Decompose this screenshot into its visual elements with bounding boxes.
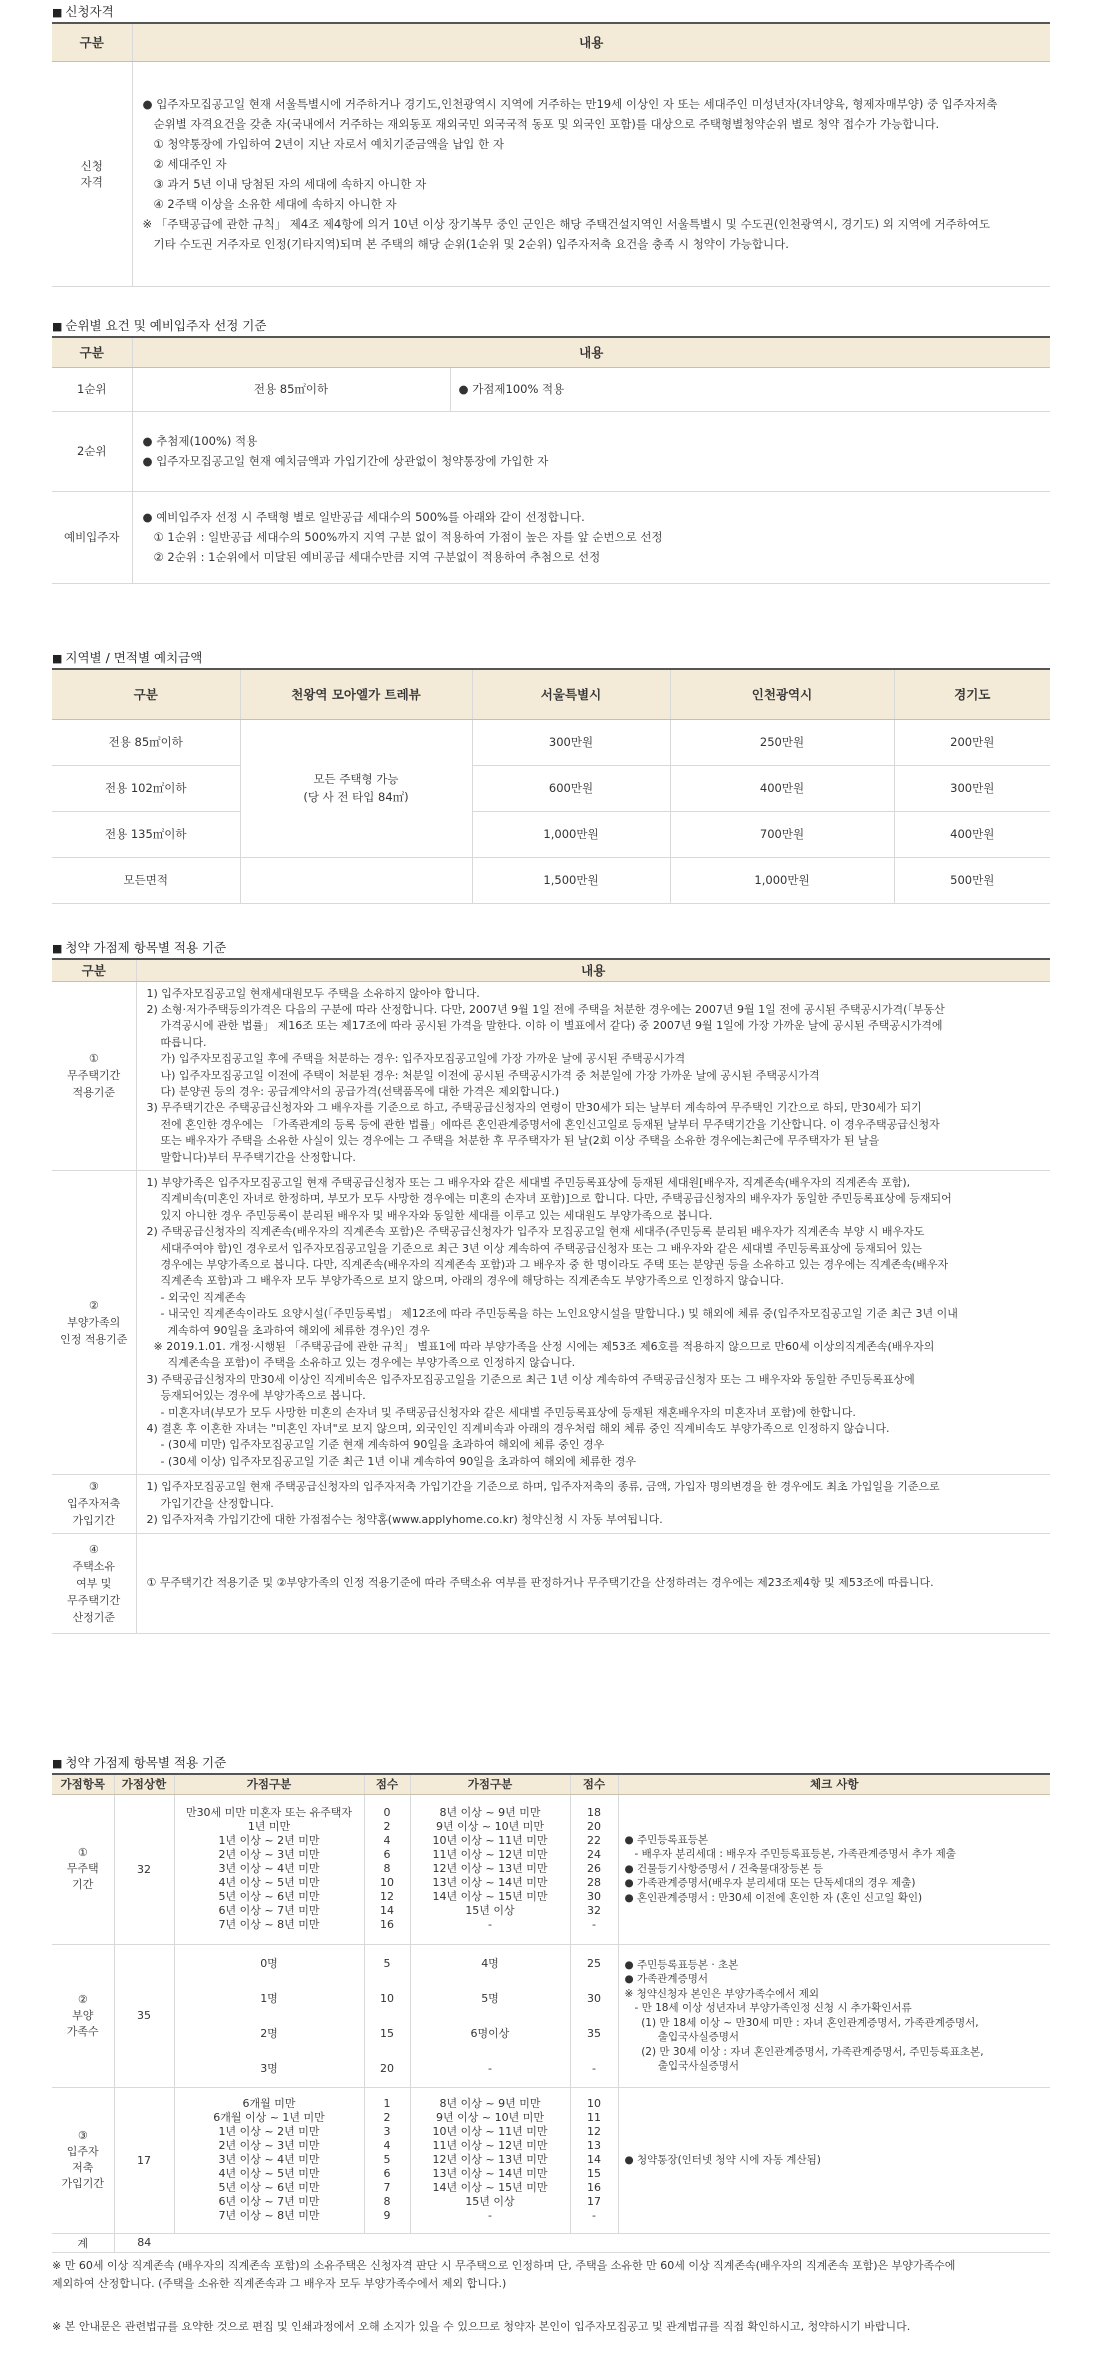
points-category: [410, 1794, 570, 1944]
deposit-incheon: 250만원: [670, 719, 894, 765]
points-note: [52, 2257, 1050, 2293]
criteria-content: [136, 1170, 1050, 1474]
points-score-item: 10: [380, 1876, 394, 1889]
points-category-item: 7년 이상 ~ 8년 미만: [218, 2209, 320, 2222]
points-score-item: 14: [380, 1904, 394, 1917]
content-line: 등재되어있는 경우에 부양가족으로 봅니다.: [146, 1389, 366, 1403]
points-category-item: 4년 이상 ~ 5년 미만: [218, 1876, 320, 1889]
deposit-gyeonggi: 400만원: [894, 811, 1050, 857]
content-line: 직계존속을 포함)이 주택을 소유하고 있는 경우에는 부양가족으로 인정하지 않습니다.: [146, 1356, 576, 1370]
points-category-item: 7년 이상 ~ 8년 미만: [218, 1918, 320, 1931]
points-category-item: 4명: [481, 1956, 499, 1970]
check-items: [618, 1944, 1050, 2087]
content-line: - (30세 이상) 입주자모집공고일 기준 최근 1년 이내 계속하여 90일을 초과하여 해외에 체류한 경우: [146, 1454, 637, 1468]
points-score-item: 24: [587, 1848, 601, 1861]
points-category: [174, 1794, 364, 1944]
content-line: 2) 입주자저축 가입기간에 대한 가점점수는 청약홈(www.applyhome.co.kr) 청약신청 시 자동 부여됩니다.: [146, 1513, 663, 1527]
points-score: [570, 2087, 618, 2233]
points-group-row: [52, 1944, 1050, 2087]
points-score-item: -: [592, 2209, 596, 2222]
points-score-item: 9: [383, 2209, 391, 2222]
criteria-label: ③ 입주자저축 가입기간: [52, 1475, 136, 1533]
points-score-item: 22: [587, 1834, 601, 1847]
content-line: - 내국인 직계존속이라도 요양시설(「주민등록법」 제12조에 따라 주민등록을 하는 노인요양시설을 말합니다.) 및 해외에 체류 중(입주자모집공고일 기준 최근 3년 이내: [146, 1307, 958, 1321]
points-score-item: 15: [380, 2026, 394, 2040]
points-category-item: 15년 이상: [465, 1904, 515, 1917]
points-score-item: 1: [383, 2097, 391, 2110]
total-blank: [174, 2233, 1050, 2252]
points-score: [364, 1944, 410, 2087]
points-category-item: 6년 이상 ~ 7년 미만: [218, 1904, 320, 1917]
points-score-item: 14: [587, 2153, 601, 2166]
content-line: 또는 배우자가 주택을 소유한 사실이 있는 경우에는 그 주택을 처분한 후 무주택자가 된 날(2회 이상 주택을 소유한 경우에는최근에 무주택자가 된 날을: [146, 1134, 880, 1148]
total-value: 84: [114, 2233, 174, 2252]
points-category-item: 15년 이상: [465, 2195, 515, 2208]
content-line: ② 2순위 : 1순위에서 미달된 예비공급 세대수만큼 지역 구분없이 적용하여 추첨으로 선정: [142, 550, 601, 564]
points-category-item: 5년 이상 ~ 6년 미만: [218, 1890, 320, 1903]
content-line: ① 1순위 : 일반공급 세대수의 500%까지 지역 구분 없이 적용하여 가점이 높은 자를 앞 순번으로 선정: [142, 530, 663, 544]
check-item: 출입국사실증명서: [624, 2031, 740, 2043]
points-score-item: 11: [587, 2111, 601, 2124]
content-line: 계속하여 90일을 초과하여 해외에 체류한 경우)인 경우: [146, 1323, 430, 1337]
points-score-item: 25: [587, 1956, 601, 1970]
check-item: (2) 만 30세 이상 : 자녀 혼인관계증명서, 가족관계증명서, 주민등록표초본,: [624, 2045, 984, 2058]
deposit-blank: [240, 857, 472, 903]
section-title-ranking: ■ 순위별 요건 및 예비입주자 선정 기준: [52, 316, 266, 334]
points-category-item: 4년 이상 ~ 5년 미만: [218, 2167, 320, 2180]
points-category-item: 3년 이상 ~ 4년 미만: [218, 2153, 320, 2166]
points-score-item: 0: [383, 1806, 391, 1819]
points-category-item: 0명: [260, 1956, 278, 1970]
points-score-item: 30: [587, 1991, 601, 2005]
points-category-item: 1년 미만: [247, 1820, 291, 1833]
content-line: ※ 「주택공급에 관한 규칙」 제4조 제4항에 의거 10년 이상 장기복무 중인 군인은 해당 주택건설지역인 서울특별시 및 수도권(인천광역시, 경기도) 외 지역에 거주하여도: [142, 216, 991, 231]
content-line: ● 예비입주자 선정 시 주택형 별로 일반공급 세대수의 500%를 아래와 같이 선정합니다.: [142, 510, 585, 524]
points-category-item: 1년 이상 ~ 2년 미만: [218, 2125, 320, 2138]
deposit-gyeonggi: 500만원: [894, 857, 1050, 903]
content-line: 나) 입주자모집공고일 이전에 주택이 처분된 경우: 처분일 이전에 공시된 주택공시가격 중 처분일에 가장 가까운 날에 공시된 주택공시가격: [146, 1068, 820, 1082]
points-item-label: ① 무주택 기간: [52, 1794, 114, 1944]
content-line: ● 추첨제(100%) 적용: [142, 434, 258, 448]
points-category-item: 6년 이상 ~ 7년 미만: [218, 2195, 320, 2208]
points-score-item: 7: [383, 2181, 391, 2194]
points-category-item: -: [488, 2209, 492, 2222]
points-max: 17: [114, 2087, 174, 2233]
content-line: ② 세대주인 자: [142, 156, 227, 171]
row-label: 신청 자격: [52, 61, 132, 286]
points-category-item: 3명: [260, 2061, 278, 2075]
content-line: ※ 2019.1.01. 개정·시행된 「주택공급에 관한 규칙」 별표1에 따라 부양가족을 산정 시에는 제53조 제6호를 적용하지 않으므로 만60세 이상의직계존속(배우자의: [146, 1340, 935, 1354]
criteria-row: [52, 1533, 1050, 1633]
content-line: 4) 결혼 후 이혼한 자녀는 "미혼인 자녀"로 보지 않으며, 외국인인 직계비속과 아래의 경우처럼 해외 체류 중인 직계비속도 부양가족으로 인정하지 않습니다.: [146, 1422, 890, 1436]
content-line: 따릅니다.: [146, 1035, 207, 1049]
content-line: 가격공시에 관한 법률」 제16조 또는 제17조에 따라 공시된 가격을 말한다. 이하 이 별표에서 같다) 중 2007년 9월 1일에 가장 가까운 날에 공시된 주택공시가격에: [146, 1019, 943, 1033]
content-line: 있지 아니한 경우 주민등록이 분리된 배우자 및 배우자와 동일한 세대를 이루고 있는 세대원도 부양가족으로 봅니다.: [146, 1208, 713, 1222]
check-item: ● 가족관계증명서(배우자 분리세대 또는 단독세대의 경우 제출): [624, 1877, 916, 1890]
criteria-content: [136, 981, 1050, 1170]
deposit-row-label: 전용 135㎡이하: [52, 811, 240, 857]
check-item: ● 주민등록표등본: [624, 1833, 709, 1846]
deposit-row-label: 전용 102㎡이하: [52, 765, 240, 811]
section-title-eligibility: ■ 신청자격: [52, 2, 114, 20]
header-content: 내용: [136, 959, 1050, 981]
points-header: 가점상한: [114, 1774, 174, 1794]
content-line: ● 입주자모집공고일 현재 예치금액과 가입기간에 상관없이 청약통장에 가입한 자: [142, 454, 549, 468]
check-item: ● 건물등기사항증명서 / 건축물대장등본 등: [624, 1862, 823, 1875]
content-line: ① 무주택기간 적용기준 및 ②부양가족의 인정 적용기준에 따라 주택소유 여부를 판정하거나 무주택기간을 산정하려는 경우에는 제23조제4항 및 제53조에 따릅니다.: [146, 1575, 934, 1589]
points-category-item: 13년 이상 ~ 14년 미만: [432, 2167, 548, 2180]
deposit-seoul: 1,000만원: [472, 811, 670, 857]
check-item: 출입국사실증명서: [624, 2060, 740, 2072]
content-line: 1) 입주자모집공고일 현재 주택공급신청자의 입주자저축 가입기간을 기준으로 하며, 입주자저축의 종류, 금액, 가입자 명의변경을 한 경우에도 최초 가입일을 기준으로: [146, 1480, 940, 1494]
rank1-rule: ● 가점제100% 적용: [450, 367, 1050, 411]
points-max: 35: [114, 1944, 174, 2087]
content-line: ③ 과거 5년 이내 당첨된 자의 세대에 속하지 아니한 자: [142, 176, 427, 191]
points-score-item: 32: [587, 1904, 601, 1917]
total-label: 계: [52, 2233, 114, 2252]
points-score-item: 12: [380, 1890, 394, 1903]
points-score-item: 8: [383, 1862, 391, 1875]
points-score-item: 6: [383, 2167, 391, 2180]
points-score-item: 20: [587, 1820, 601, 1833]
check-item: ※ 청약신청자 본인은 부양가족수에서 제외: [624, 1987, 820, 2000]
points-table: [52, 1773, 1050, 2293]
criteria-table: [52, 958, 1050, 1634]
deposit-header: 서울특별시: [472, 669, 670, 719]
criteria-label: ② 부양가족의 인정 적용기준: [52, 1170, 136, 1474]
points-score-item: -: [592, 2061, 596, 2075]
points-category-item: 12년 이상 ~ 13년 미만: [432, 1862, 548, 1875]
points-category-item: 2년 이상 ~ 3년 미만: [218, 1848, 320, 1861]
content-line: 직계존속 포함)과 그 배우자 모두 부양가족으로 보지 않으며, 아래의 경우에 해당하는 직계존속도 부양가족으로 인정하지 않습니다.: [146, 1274, 784, 1288]
deposit-table: [52, 668, 1050, 904]
points-score: [364, 2087, 410, 2233]
content-line: ● 입주자모집공고일 현재 서울특별시에 거주하거나 경기도,인천광역시 지역에 거주하는 만19세 이상인 자 또는 세대주인 미성년자(자녀양육, 형제자매부양) 중 입주자저축: [142, 96, 998, 111]
content-line: 2) 주택공급신청자의 직계존속(배우자의 직계존속 포함)은 주택공급신청자가 입주자 모집공고일 현재 세대주(주민등록 분리된 배우자가 직계존속 부양 시 배우자도: [146, 1225, 925, 1239]
note-line: ※ 만 60세 이상 직계존속 (배우자의 직계존속 포함)의 소유주택은 신청자격 판단 시 무주택으로 인정하며 단, 주택을 소유한 만 60세 이상 직계존속(배우자의 직계존속 포함)은 부양가족수에: [52, 2258, 956, 2272]
points-category-item: 5명: [481, 1991, 499, 2005]
points-score-item: 16: [380, 1918, 394, 1931]
note-line: 제외하여 산정합니다. (주택을 소유한 직계존속과 그 배우자 모두 부양가족수에서 제외 합니다.): [52, 2276, 507, 2290]
points-category-item: 12년 이상 ~ 13년 미만: [432, 2153, 548, 2166]
points-header: 가점구분: [410, 1774, 570, 1794]
criteria-content: [136, 1533, 1050, 1633]
points-category-item: 8년 이상 ~ 9년 미만: [439, 2097, 541, 2110]
points-category: [410, 1944, 570, 2087]
points-category-item: 10년 이상 ~ 11년 미만: [432, 1834, 548, 1847]
points-category-item: 3년 이상 ~ 4년 미만: [218, 1862, 320, 1875]
points-group-row: [52, 2087, 1050, 2233]
rank1-label: 1순위: [52, 367, 132, 411]
deposit-incheon: 1,000만원: [670, 857, 894, 903]
points-score-item: 15: [587, 2167, 601, 2180]
points-category-item: 만30세 미만 미혼자 또는 유주택자: [185, 1806, 353, 1819]
header-gubun: 구분: [52, 959, 136, 981]
points-score-item: 2: [383, 2111, 391, 2124]
points-header: 가점항목: [52, 1774, 114, 1794]
check-item: ● 주민등록표등본 · 초본: [624, 1958, 739, 1971]
footer-disclaimer: ※ 본 안내문은 관련법규를 요약한 것으로 편집 및 인쇄과정에서 오해 소지가 있을 수 있으므로 청약자 본인이 입주자모집공고 및 관계법규를 직접 확인하시고, 청약하시기 바랍니다.: [52, 2320, 911, 2333]
check-items: [618, 1794, 1050, 1944]
check-item: - 만 18세 이상 성년자녀 부양가족인정 신청 시 추가확인서류: [624, 2002, 912, 2014]
deposit-header: 경기도: [894, 669, 1050, 719]
points-score: [570, 1794, 618, 1944]
content-line: 직계비속(미혼인 자녀로 한정하며, 부모가 모두 사망한 경우에는 미혼의 손자녀 포함)]으로 합니다. 다만, 주택공급신청자의 배우자가 동일한 주민등록표상에 등재되어: [146, 1192, 952, 1206]
eligibility-content: [132, 61, 1050, 286]
content-line: 전에 혼인한 경우에는 「가족관계의 등록 등에 관한 법률」에따른 혼인관계증명서에 혼인신고일로 등재된 날부터 무주택기간을 기산합니다. 이 경우주택공급신청자: [146, 1117, 940, 1131]
content-line: - (30세 미만) 입주자모집공고일 기준 현재 계속하여 90일을 초과하여 해외에 체류 중인 경우: [146, 1438, 605, 1452]
points-category-item: 11년 이상 ~ 12년 미만: [432, 2139, 548, 2152]
points-category: [410, 2087, 570, 2233]
deposit-header: 인천광역시: [670, 669, 894, 719]
content-line: 가입기간을 산정합니다.: [146, 1496, 274, 1510]
points-category-item: 9년 이상 ~ 10년 미만: [436, 2111, 544, 2124]
deposit-incheon: 400만원: [670, 765, 894, 811]
points-score-item: 4: [383, 2139, 391, 2152]
content-line: 기타 수도권 거주자로 인정(기타지역)되며 본 주택의 해당 순위(1순위 및 2순위) 입주자저축 요건을 충족 시 청약이 가능합니다.: [142, 236, 789, 251]
points-category-item: -: [488, 1918, 492, 1931]
points-score-item: 28: [587, 1876, 601, 1889]
check-items: [618, 2087, 1050, 2233]
points-category-item: 14년 이상 ~ 15년 미만: [432, 2181, 548, 2194]
deposit-seoul: 1,500만원: [472, 857, 670, 903]
content-line: ① 청약통장에 가입하여 2년이 지난 자로서 예치기준금액을 납입 한 자: [142, 136, 504, 151]
deposit-seoul: 600만원: [472, 765, 670, 811]
rank1-area: 전용 85㎡이하: [132, 367, 450, 411]
points-score-item: 12: [587, 2125, 601, 2138]
points-header: 가점구분: [174, 1774, 364, 1794]
points-category-item: 10년 이상 ~ 11년 미만: [432, 2125, 548, 2138]
points-score-item: 8: [383, 2195, 391, 2208]
points-header: 점수: [364, 1774, 410, 1794]
content-line: 세대주여야 함)인 경우로서 입주자모집공고일을 기준으로 최근 3년 이상 계속하여 주택공급신청자 또는 그 배우자와 같은 세대별 주민등록표상에 등재되어 있는: [146, 1241, 922, 1255]
header-gubun: 구분: [52, 23, 132, 61]
rank2-label: 2순위: [52, 411, 132, 491]
points-category-item: 5년 이상 ~ 6년 미만: [218, 2181, 320, 2194]
points-category-item: 14년 이상 ~ 15년 미만: [432, 1890, 548, 1903]
content-line: 3) 주택공급신청자의 만30세 이상인 직계비속은 입주자모집공고일을 기준으로 최근 1년 이상 계속하여 주택공급신청자 또는 그 배우자와 동일한 주민등록표상에: [146, 1372, 915, 1386]
criteria-label: ④ 주택소유 여부 및 무주택기간 산정기준: [52, 1533, 136, 1633]
content-line: 경우에는 부양가족으로 봅니다. 다만, 직계존속(배우자의 직계존속 포함)과 그 배우자 중 한 명이라도 주택 또는 분양권 등을 소유하고 있는 경우에는 직계존속(배우자: [146, 1258, 949, 1271]
reserve-content: [132, 491, 1050, 583]
header-content: 내용: [132, 23, 1050, 61]
content-line: 3) 무주택기간은 주택공급신청자와 그 배우자를 기준으로 하고, 주택공급신청자의 연령이 만30세가 되는 날부터 계속하여 무주택인 기간으로 하되, 만30세가 되기: [146, 1101, 922, 1115]
points-score: [364, 1794, 410, 1944]
content-line: - 외국인 직계존속: [146, 1290, 246, 1304]
check-item: ● 청약통장(인터넷 청약 시에 자동 계산됨): [624, 2153, 821, 2166]
deposit-incheon: 700만원: [670, 811, 894, 857]
points-score-item: 5: [383, 2153, 391, 2166]
points-score-item: 30: [587, 1890, 601, 1903]
rank2-content: [132, 411, 1050, 491]
points-score-item: 17: [587, 2195, 601, 2208]
content-line: 가) 입주자모집공고일 후에 주택을 처분하는 경우: 입주자모집공고일에 가장 가까운 날에 공시된 주택공시가격: [146, 1052, 686, 1066]
points-score-item: 35: [587, 2026, 601, 2040]
content-line: 다) 분양권 등의 경우: 공급계약서의 공급가격(선택품목에 대한 가격은 제외합니다.): [146, 1084, 560, 1098]
criteria-row: [52, 981, 1050, 1170]
eligibility-table: [52, 22, 1050, 287]
deposit-row-label: 전용 85㎡이하: [52, 719, 240, 765]
content-line: ④ 2주택 이상을 소유한 세대에 속하지 아니한 자: [142, 196, 397, 211]
check-item: - 배우자 분리세대 : 배우자 주민등록표등본, 가족관계증명서 추가 제출: [624, 1848, 956, 1861]
criteria-content: [136, 1475, 1050, 1533]
deposit-header: 천왕역 모아엘가 트레뷰: [240, 669, 472, 719]
content-line: 2) 소형·저가주택등의가격은 다음의 구분에 따라 산정합니다. 다만, 2007년 9월 1일 전에 주택을 처분한 경우에는 2007년 9월 1일 전에 공시된 주택공시가격(「부동산: [146, 1002, 945, 1016]
points-category-item: 2년 이상 ~ 3년 미만: [218, 2139, 320, 2152]
points-category-item: 6개월 이상 ~ 1년 미만: [213, 2111, 325, 2124]
deposit-header: 구분: [52, 669, 240, 719]
points-category-item: 11년 이상 ~ 12년 미만: [432, 1848, 548, 1861]
deposit-seoul: 300만원: [472, 719, 670, 765]
header-content: 내용: [132, 337, 1050, 367]
points-score-item: 5: [383, 1956, 391, 1970]
points-category: [174, 1944, 364, 2087]
deposit-gyeonggi: 200만원: [894, 719, 1050, 765]
content-line: 1) 입주자모집공고일 현재세대원모두 주택을 소유하지 않아야 합니다.: [146, 986, 480, 1000]
points-category-item: 6개월 미만: [242, 2097, 296, 2110]
content-line: 말합니다)부터 무주택기간을 산정합니다.: [146, 1150, 356, 1164]
criteria-row: [52, 1475, 1050, 1533]
points-category-item: 9년 이상 ~ 10년 미만: [436, 1820, 544, 1833]
points-item-label: ③ 입주자 저축 가입기간: [52, 2087, 114, 2233]
points-category-item: 8년 이상 ~ 9년 미만: [439, 1806, 541, 1819]
points-score-item: 10: [587, 2097, 601, 2110]
section-title-deposit: ■ 지역별 / 면적별 예치금액: [52, 648, 202, 666]
check-item: ● 혼인관계증명서 : 만30세 이전에 혼인한 자 (혼인 신고일 확인): [624, 1891, 923, 1904]
check-item: (1) 만 18세 이상 ~ 만30세 미만 : 자녀 혼인관계증명서, 가족관계증명서,: [624, 2016, 979, 2029]
points-item-label: ② 부양 가족수: [52, 1944, 114, 2087]
points-category-item: 1명: [260, 1991, 278, 2005]
points-group-row: [52, 1794, 1050, 1944]
reserve-label: 예비입주자: [52, 491, 132, 583]
header-gubun: 구분: [52, 337, 132, 367]
points-score: [570, 1944, 618, 2087]
section-title-points: ■ 청약 가점제 항목별 적용 기준: [52, 1753, 226, 1771]
points-category: [174, 2087, 364, 2233]
check-item: ● 가족관계증명서: [624, 1973, 709, 1985]
points-score-item: 4: [383, 1834, 391, 1847]
points-score-item: 10: [380, 1991, 394, 2005]
points-category-item: -: [488, 2061, 492, 2075]
points-score-item: 16: [587, 2181, 601, 2194]
points-category-item: 1년 이상 ~ 2년 미만: [218, 1834, 320, 1847]
ranking-table: [52, 336, 1050, 584]
points-category-item: 6명이상: [470, 2026, 510, 2040]
points-max: 32: [114, 1794, 174, 1944]
content-line: - 미혼자녀(부모가 모두 사망한 미혼의 손자녀 및 주택공급신청자와 같은 세대별 주민등록표상에 등재된 재혼배우자의 미혼자녀 포함)에 한합니다.: [146, 1405, 856, 1419]
all-types-cell: 모든 주택형 가능 (당 사 전 타입 84㎡): [240, 719, 472, 857]
criteria-row: [52, 1170, 1050, 1474]
points-header: 점수: [570, 1774, 618, 1794]
points-score-item: 18: [587, 1806, 601, 1819]
criteria-label: ① 무주택기간 적용기준: [52, 981, 136, 1170]
points-header: 체크 사항: [618, 1774, 1050, 1794]
content-line: 1) 부양가족은 입주자모집공고일 현재 주택공급신청자 또는 그 배우자와 같은 세대별 주민등록표상에 등재된 세대원[배우자, 직계존속(배우자의 직계존속 포함),: [146, 1175, 911, 1189]
deposit-gyeonggi: 300만원: [894, 765, 1050, 811]
points-score-item: 13: [587, 2139, 601, 2152]
deposit-row-label: 모든면적: [52, 857, 240, 903]
points-score-item: 20: [380, 2061, 394, 2075]
section-title-criteria: ■ 청약 가점제 항목별 적용 기준: [52, 938, 226, 956]
points-score-item: -: [592, 1918, 596, 1931]
points-category-item: 2명: [260, 2026, 278, 2040]
points-category-item: 13년 이상 ~ 14년 미만: [432, 1876, 548, 1889]
points-score-item: 26: [587, 1862, 601, 1875]
points-score-item: 6: [383, 1848, 391, 1861]
points-score-item: 3: [383, 2125, 391, 2138]
points-score-item: 2: [383, 1820, 391, 1833]
content-line: 순위별 자격요건을 갖춘 자(국내에서 거주하는 재외동포 재외국민 외국국적 동포 및 외국인 포함)를 대상으로 주택형별청약순위 별로 청약 접수가 가능합니다.: [142, 116, 940, 131]
